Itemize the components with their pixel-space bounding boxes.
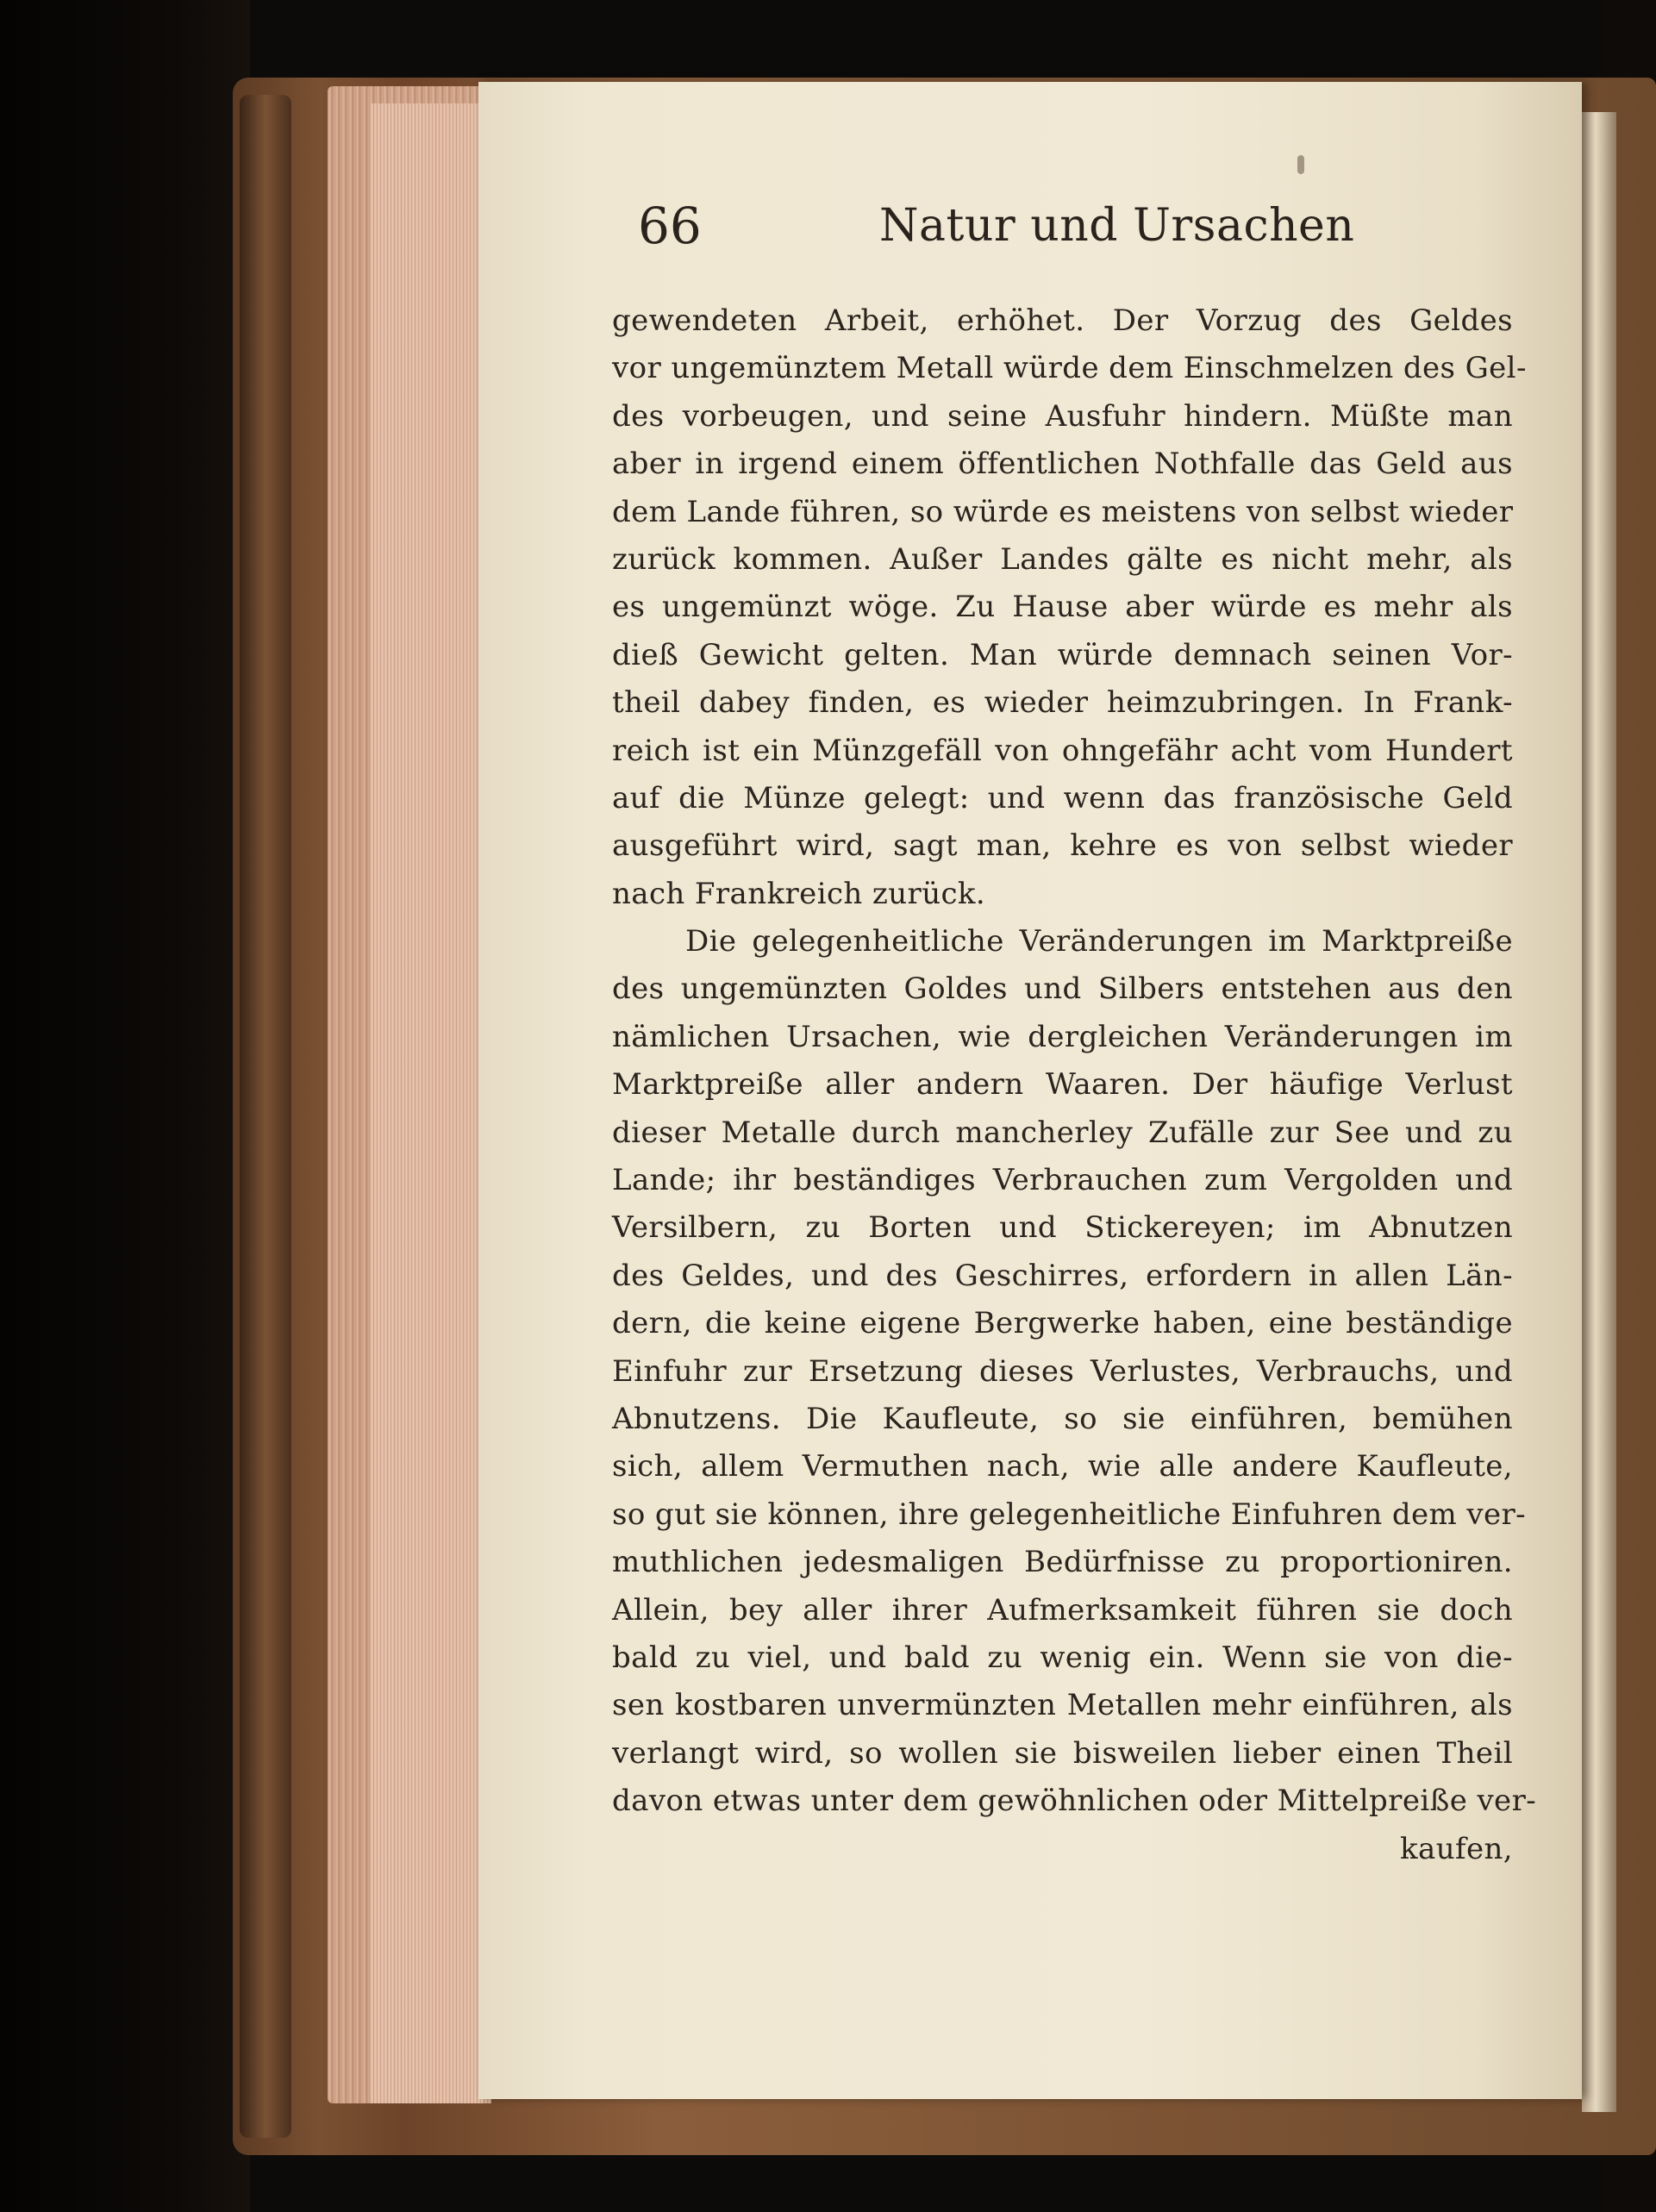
text-line: muthlichen jedesmaligen Bedürfnisse zu proportioniren. — [612, 1545, 1513, 1580]
text-line: vor ungemünztem Metall würde dem Einschmelzen des Gel- — [612, 351, 1527, 386]
text-line: bald zu viel, und bald zu wenig ein. Wenn sie von die- — [612, 1640, 1513, 1675]
page-edges-inner — [371, 103, 491, 2103]
body-text — [612, 297, 1537, 1873]
text-line: Einfuhr zur Ersetzung dieses Verlustes, Verbrauchs, und — [612, 1353, 1513, 1389]
text-line: Lande; ihr beständiges Verbrauchen zum Vergolden und — [612, 1163, 1513, 1198]
text-line: Abnutzens. Die Kaufleute, so sie einführen, bemühen — [612, 1401, 1513, 1436]
text-line: Allein, bey aller ihrer Aufmerksamkeit führen sie doch — [612, 1592, 1513, 1628]
book-spine-edge — [240, 95, 291, 2138]
text-line: des ungemünzten Goldes und Silbers entstehen aus den — [612, 972, 1513, 1007]
page-number: 66 — [638, 197, 702, 255]
text-line: des vorbeugen, und seine Ausfuhr hindern. Müßte man — [612, 398, 1513, 434]
text-line: verlangt wird, so wollen sie bisweilen lieber einen Theil — [612, 1735, 1513, 1771]
text-line: so gut sie können, ihre gelegenheitliche Einfuhren dem ver- — [612, 1497, 1527, 1532]
text-line: aber in irgend einem öffentlichen Nothfalle das Geld aus — [612, 447, 1513, 482]
page-header — [638, 197, 1526, 266]
text-line: Marktpreiße aller andern Waaren. Der häufige Verlust — [612, 1067, 1513, 1103]
text-line: sen kostbaren unvermünzten Metallen mehr einführen, als — [612, 1688, 1513, 1723]
text-line: Versilbern, zu Borten und Stickereyen; im Abnutzen — [612, 1210, 1513, 1246]
text-line: reich ist ein Münzgefäll von ohngefähr acht vom Hundert — [612, 733, 1513, 768]
text-line: sich, allem Vermuthen nach, wie alle andere Kaufleute, — [612, 1449, 1513, 1484]
text-line: theil dabey finden, es wieder heimzubringen. In Frank- — [612, 685, 1513, 721]
text-line: kaufen, — [1400, 1831, 1513, 1866]
text-line: ausgeführt wird, sagt man, kehre es von selbst wieder — [612, 828, 1513, 864]
facing-page-edge — [1582, 112, 1616, 2112]
text-line: zurück kommen. Außer Landes gälte es nicht mehr, als — [612, 541, 1513, 577]
text-line: dieß Gewicht gelten. Man würde demnach seinen Vor- — [612, 637, 1513, 672]
text-line: davon etwas unter dem gewöhnlichen oder Mittelpreiße ver- — [612, 1784, 1537, 1819]
ink-mark — [1297, 155, 1304, 174]
text-line: dern, die keine eigene Bergwerke haben, eine beständige — [612, 1306, 1513, 1341]
text-line: dem Lande führen, so würde es meistens von selbst wieder — [612, 494, 1514, 529]
text-line: des Geldes, und des Geschirres, erfordern in allen Län- — [612, 1258, 1513, 1293]
text-line: gewendeten Arbeit, erhöhet. Der Vorzug des Geldes — [612, 303, 1513, 338]
text-line: es ungemünzt wöge. Zu Hause aber würde es mehr als — [612, 590, 1513, 625]
dark-background-left — [0, 0, 250, 2212]
text-line: nach Frankreich zurück. — [612, 876, 986, 911]
text-line: Die gelegenheitliche Veränderungen im Marktpreiße — [685, 924, 1513, 959]
text-line: auf die Münze gelegt: und wenn das französische Geld — [612, 780, 1513, 815]
text-line: nämlichen Ursachen, wie dergleichen Veränderungen im — [612, 1019, 1513, 1054]
running-head: Natur und Ursachen — [879, 200, 1355, 252]
text-line: dieser Metalle durch mancherley Zufälle zur See und zu — [612, 1115, 1513, 1150]
